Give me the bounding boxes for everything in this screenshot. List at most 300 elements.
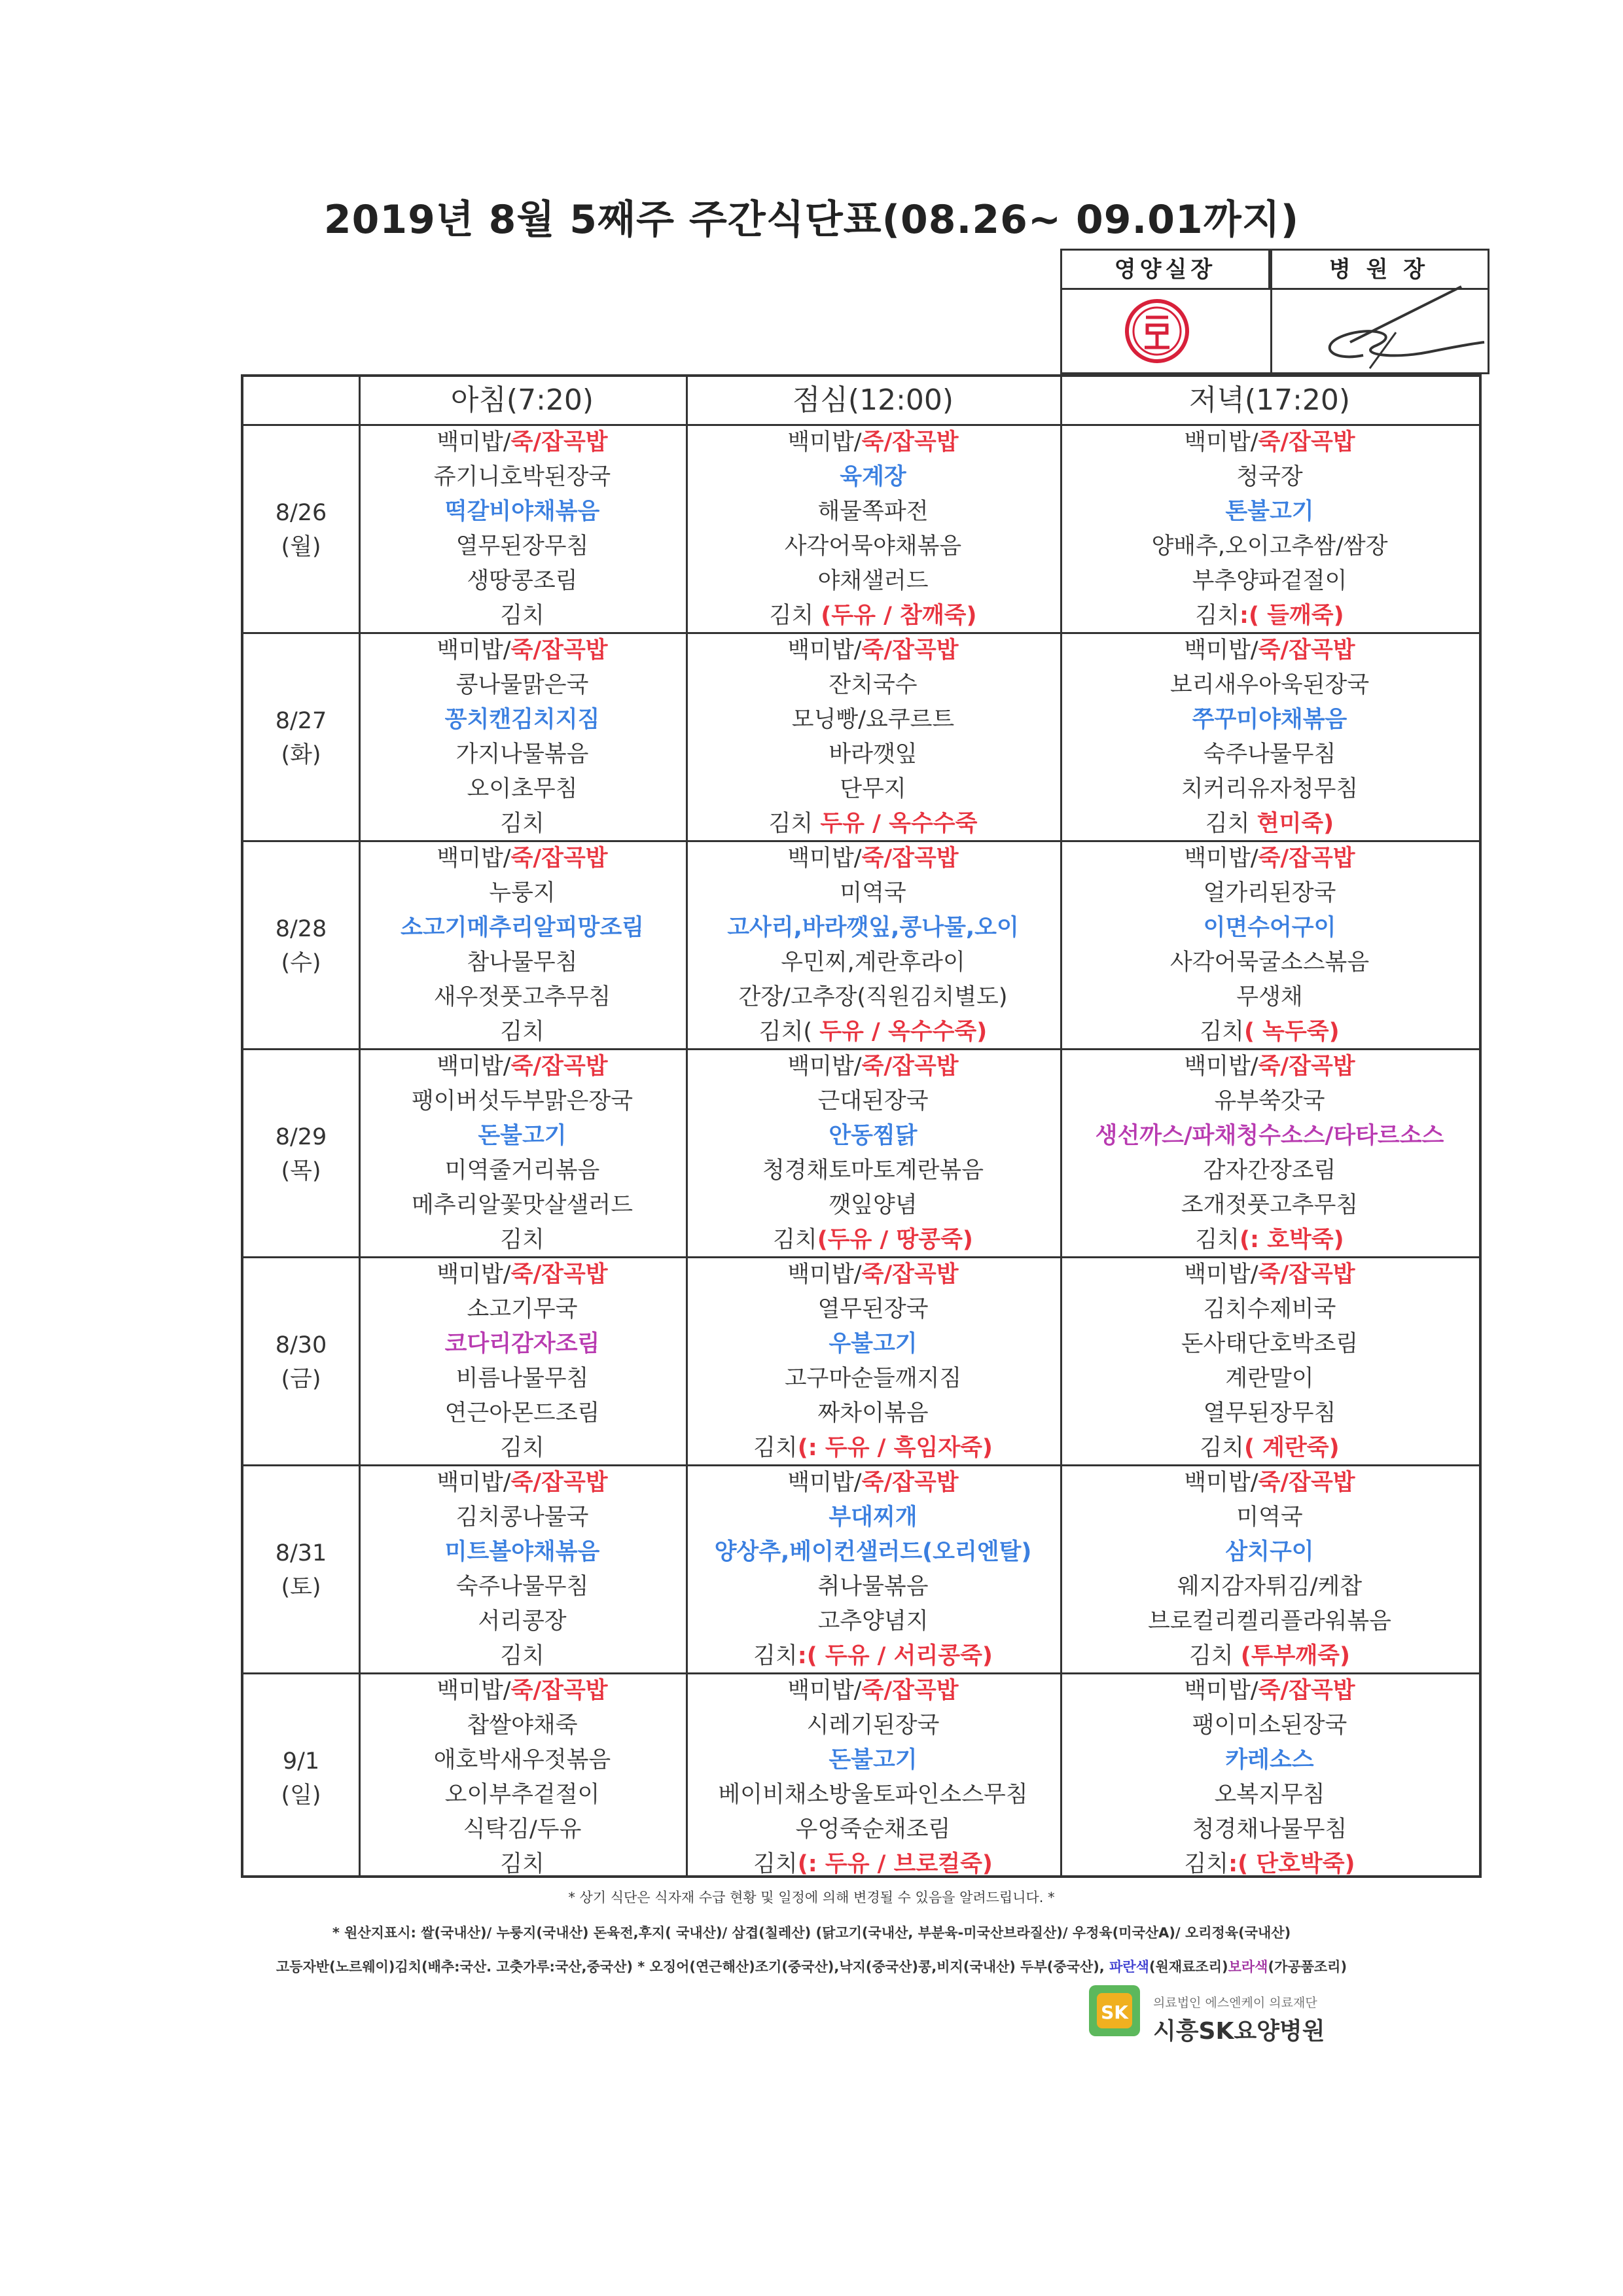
menu-item-text: 죽/잡곡밥 — [510, 1053, 608, 1080]
menu-item — [359, 911, 686, 945]
menu-item-text: 미역국 — [840, 880, 906, 906]
menu-item-text: 모닝빵/요쿠르트 — [791, 707, 955, 733]
day-date: 8/30 — [275, 1332, 327, 1358]
menu-item-text: ( 녹두죽) — [1244, 1019, 1340, 1045]
menu-item-text: 죽/잡곡밥 — [861, 1470, 959, 1496]
day-date: 8/29 — [275, 1124, 327, 1150]
menu-item-text: 김치 — [753, 1435, 798, 1461]
menu-item-text: 김치 — [500, 1851, 544, 1877]
menu-item — [686, 1500, 1060, 1535]
day-label — [243, 704, 359, 772]
menu-item-text: 김치 — [500, 1019, 544, 1045]
day-date: 8/28 — [275, 916, 327, 942]
menu-item — [359, 425, 686, 460]
page-title: 2019년 8월 5째주 주간식단표(08.26~ 09.01까지) — [323, 197, 1300, 243]
menu-item-text: 생선까스/파채청수소스/타타르소스 — [1095, 1123, 1444, 1149]
menu-item — [1060, 1639, 1479, 1674]
menu-item-text: 팽이버섯두부맑은장국 — [411, 1088, 633, 1114]
breakfast-menu-cell — [359, 1674, 686, 1882]
menu-item — [686, 1015, 1060, 1050]
day-label — [243, 912, 359, 980]
menu-item — [686, 1431, 1060, 1466]
menu-item — [359, 980, 686, 1015]
menu-item — [359, 1535, 686, 1570]
menu-item — [359, 1223, 686, 1258]
menu-item — [1060, 1847, 1479, 1882]
menu-item — [1060, 841, 1479, 876]
menu-item-text: 떡갈비야채볶음 — [444, 499, 600, 525]
menu-item — [359, 1327, 686, 1362]
menu-item-text: 유부쑥갓국 — [1214, 1088, 1325, 1114]
menu-item — [359, 737, 686, 772]
menu-item — [359, 633, 686, 668]
menu-item — [359, 841, 686, 876]
menu-item — [686, 1154, 1060, 1188]
logo-mark-text: SK — [1101, 2002, 1128, 2023]
menu-item — [359, 564, 686, 599]
menu-item-text: 김치 — [768, 811, 821, 837]
menu-item-text: 열무된장무침 — [455, 533, 589, 559]
seal-stamp-icon — [1121, 295, 1193, 367]
menu-item-text: 양배추,오이고추쌈/쌈장 — [1151, 533, 1388, 559]
menu-item-text: 식탁김/두유 — [463, 1816, 582, 1843]
menu-item-text: 돈불고기 — [478, 1123, 567, 1149]
menu-item-text: 두유 / 옥수수죽 — [820, 811, 978, 837]
menu-item — [359, 668, 686, 703]
menu-item-text: 열무된장국 — [817, 1296, 929, 1322]
menu-item-text: 백미밥/ — [787, 637, 862, 663]
menu-item-text: 죽/잡곡밥 — [861, 1262, 959, 1288]
menu-item — [1060, 633, 1479, 668]
menu-item-text: 백미밥/ — [1184, 1262, 1258, 1288]
menu-item — [1060, 1154, 1479, 1188]
menu-item-text: 조개젓풋고추무침 — [1181, 1192, 1359, 1218]
legend-blue-label: 파란색 — [1109, 1959, 1149, 1975]
menu-item — [1060, 1431, 1479, 1466]
menu-item-text: 청국장 — [1236, 464, 1303, 490]
menu-item — [359, 599, 686, 633]
menu-item-text: 백미밥/ — [1184, 637, 1258, 663]
menu-item-text: 열무된장무침 — [1203, 1400, 1336, 1426]
menu-item-text: 김치 — [1205, 811, 1257, 837]
menu-item-text: 김치 — [1200, 1435, 1244, 1461]
menu-item — [359, 1431, 686, 1466]
menu-item — [1060, 1778, 1479, 1812]
menu-item-text: 백미밥/ — [787, 429, 862, 455]
menu-item-text: 백미밥/ — [437, 1053, 511, 1080]
menu-item — [359, 529, 686, 564]
menu-item-text: 백미밥/ — [437, 845, 511, 872]
dinner-menu-cell — [1060, 1050, 1479, 1258]
menu-item-text: 죽/잡곡밥 — [861, 637, 959, 663]
menu-item-text: 죽/잡곡밥 — [510, 429, 608, 455]
breakfast-menu-cell — [359, 425, 686, 633]
menu-item — [359, 1778, 686, 1812]
menu-item-text: 백미밥/ — [787, 845, 862, 872]
menu-item-text: 서리콩장 — [478, 1608, 567, 1634]
legend-purple-desc: (가공품조리) — [1268, 1959, 1347, 1975]
menu-item — [1060, 1500, 1479, 1535]
menu-item — [1060, 1466, 1479, 1500]
menu-item — [1060, 945, 1479, 980]
hospital-name: 시흥SK요양병원 — [1153, 2018, 1325, 2045]
menu-item-text: 두유 / 옥수수죽) — [819, 1019, 988, 1045]
menu-item — [359, 1812, 686, 1847]
menu-item — [1060, 1084, 1479, 1119]
lunch-menu-cell — [686, 841, 1060, 1050]
menu-item — [359, 1362, 686, 1396]
menu-item — [686, 1778, 1060, 1812]
menu-item-text: 간장/고추장(직원김치별도) — [738, 984, 1008, 1010]
menu-item-text: 숙주나물무침 — [455, 1574, 589, 1600]
menu-item — [686, 841, 1060, 876]
menu-item — [1060, 1327, 1479, 1362]
menu-item-text: 죽/잡곡밥 — [1258, 1678, 1355, 1704]
menu-item — [1060, 1188, 1479, 1223]
day-label — [243, 496, 359, 564]
dinner-menu-cell — [1060, 1258, 1479, 1466]
menu-item — [359, 1466, 686, 1500]
menu-item — [359, 1154, 686, 1188]
menu-item — [1060, 1812, 1479, 1847]
menu-item-text: 죽/잡곡밥 — [510, 1262, 608, 1288]
menu-item-text: 청경채나물무침 — [1192, 1816, 1347, 1843]
menu-item-text: 김치 — [753, 1643, 798, 1669]
menu-item — [1060, 599, 1479, 633]
menu-item-text: 백미밥/ — [1184, 845, 1258, 872]
hospital-logo-icon — [1086, 1983, 1143, 2039]
menu-item-text: 죽/잡곡밥 — [510, 845, 608, 872]
menu-item-text: 팽이미소된장국 — [1192, 1712, 1347, 1739]
lunch-header: 점심(12:00) — [792, 383, 954, 417]
menu-item — [1060, 1292, 1479, 1327]
foundation-name: 의료법인 에스엔케이 의료재단 — [1153, 1996, 1317, 2010]
menu-item — [686, 1084, 1060, 1119]
menu-item — [1060, 1604, 1479, 1639]
breakfast-menu-cell — [359, 1258, 686, 1466]
menu-item — [686, 945, 1060, 980]
menu-item-text: 연근아몬드조림 — [444, 1400, 600, 1426]
menu-item — [1060, 911, 1479, 945]
menu-item-text: 보리새우아욱된장국 — [1169, 672, 1370, 698]
menu-item — [1060, 529, 1479, 564]
menu-item-text: (두유 / 참깨죽) — [821, 603, 977, 629]
menu-item-text: 백미밥/ — [437, 637, 511, 663]
menu-item-text: (: 두유 / 흑임자죽) — [797, 1435, 993, 1461]
menu-item — [686, 1570, 1060, 1604]
menu-item-text: 오이초무침 — [467, 776, 578, 802]
menu-item-text: 누룽지 — [489, 880, 556, 906]
menu-item-text: 새우젓풋고추무침 — [433, 984, 611, 1010]
origin-info-text: 고등자반(노르웨이)김치(배추:국산. 고춧가루:국산,중국산) * 오징어(연근해산)조기(중국산),낙지(중국산)콩,비지(국내산) 두부(중국산), — [276, 1959, 1110, 1975]
menu-item-text: 죽/잡곡밥 — [861, 1053, 959, 1080]
lunch-menu-cell — [686, 1258, 1060, 1466]
menu-item-text: 김치 — [1189, 1643, 1241, 1669]
menu-item — [686, 564, 1060, 599]
menu-item-text: 현미죽) — [1257, 811, 1334, 837]
menu-item — [686, 1535, 1060, 1570]
menu-item-text: 잔치국수 — [829, 672, 918, 698]
menu-item — [686, 1050, 1060, 1084]
menu-item-text: 소고기무국 — [467, 1296, 578, 1322]
day-weekday: (수) — [281, 950, 321, 976]
menu-item — [359, 495, 686, 529]
menu-item-text: 백미밥/ — [787, 1470, 862, 1496]
menu-item-text: 야채샐러드 — [817, 568, 929, 594]
menu-item-text: 생땅콩조림 — [467, 568, 578, 594]
dinner-menu-cell — [1060, 1466, 1479, 1674]
day-label — [243, 1536, 359, 1604]
signature-icon — [1291, 280, 1488, 372]
menu-item-text: 시레기된장국 — [806, 1712, 940, 1739]
menu-item-text: 이면수어구이 — [1203, 915, 1336, 941]
menu-item — [686, 703, 1060, 737]
menu-item — [359, 1570, 686, 1604]
menu-item-text: (: 두유 / 브로컬죽) — [797, 1851, 993, 1877]
day-label — [243, 1328, 359, 1396]
menu-item — [686, 1327, 1060, 1362]
menu-item-text: 웨지감자튀김/케찹 — [1177, 1574, 1363, 1600]
menu-item-text: (두유 / 땅콩죽) — [817, 1227, 973, 1253]
legend-blue-desc: (원재료조리) — [1149, 1959, 1228, 1975]
menu-item-text: 죽/잡곡밥 — [510, 1470, 608, 1496]
menu-change-note: * 상기 식단은 식자재 수급 현황 및 일정에 의해 변경될 수 있음을 알려드립니다. * — [568, 1890, 1055, 1905]
menu-item-text: 근대된장국 — [817, 1088, 929, 1114]
menu-item — [686, 1708, 1060, 1743]
menu-item — [1060, 1119, 1479, 1154]
menu-item-text: 무생채 — [1236, 984, 1303, 1010]
menu-item — [359, 1015, 686, 1050]
menu-item-text: 김치 — [773, 1227, 817, 1253]
origin-info-line2 — [0, 1956, 1623, 1976]
menu-item-text: 미역국 — [1236, 1504, 1303, 1530]
menu-item — [686, 980, 1060, 1015]
menu-item-text: 돈불고기 — [829, 1747, 918, 1773]
menu-item-text: 비름나물무침 — [455, 1366, 589, 1392]
menu-item-text: 단무지 — [840, 776, 906, 802]
menu-item — [1060, 737, 1479, 772]
menu-item — [686, 1362, 1060, 1396]
menu-item-text: ( 계란죽) — [1244, 1435, 1340, 1461]
menu-item-text: 죽/잡곡밥 — [861, 1678, 959, 1704]
menu-item-text: 오복지무침 — [1214, 1782, 1325, 1808]
menu-item — [359, 1396, 686, 1431]
menu-item — [359, 1084, 686, 1119]
menu-item — [359, 1292, 686, 1327]
approval-box — [1060, 249, 1489, 374]
menu-item-text: :( 단호박죽) — [1228, 1851, 1355, 1877]
menu-item-text: 백미밥/ — [437, 1262, 511, 1288]
lunch-menu-cell — [686, 1674, 1060, 1882]
menu-item — [1060, 876, 1479, 911]
menu-item-text: 백미밥/ — [787, 1262, 862, 1288]
menu-item — [1060, 1535, 1479, 1570]
menu-item-text: 죽/잡곡밥 — [1258, 429, 1355, 455]
approval-divider — [1270, 251, 1272, 372]
menu-item — [686, 1604, 1060, 1639]
menu-item — [359, 807, 686, 841]
menu-item — [1060, 495, 1479, 529]
menu-item-text: 바라깻잎 — [829, 741, 918, 768]
menu-item — [359, 460, 686, 495]
menu-item-text: 죽/잡곡밥 — [510, 1678, 608, 1704]
menu-item-text: 죽/잡곡밥 — [1258, 1262, 1355, 1288]
menu-item-text: 브로컬리켈리플라워볶음 — [1148, 1608, 1391, 1634]
menu-item — [686, 737, 1060, 772]
menu-item-text: (투부깨죽) — [1240, 1643, 1350, 1669]
menu-item-text: 죽/잡곡밥 — [1258, 1053, 1355, 1080]
menu-item-text: 김치수제비국 — [1203, 1296, 1336, 1322]
lunch-menu-cell — [686, 633, 1060, 841]
menu-item — [686, 1674, 1060, 1708]
menu-item — [686, 668, 1060, 703]
menu-item-text: 백미밥/ — [437, 1678, 511, 1704]
menu-item-text: 해물쪽파전 — [817, 499, 929, 525]
menu-item-text: 죽/잡곡밥 — [861, 845, 959, 872]
menu-item-text: 김치 — [769, 603, 821, 629]
menu-item — [1060, 1743, 1479, 1778]
menu-item-text: 고추양념지 — [817, 1608, 929, 1634]
menu-item-text: 청경채토마토계란볶음 — [762, 1157, 984, 1184]
menu-item-text: 짜차이볶음 — [817, 1400, 929, 1426]
menu-item-text: 취나물볶음 — [817, 1574, 929, 1600]
menu-item — [686, 1396, 1060, 1431]
menu-item-text: 우엉죽순채조림 — [795, 1816, 951, 1843]
menu-item-text: 백미밥/ — [787, 1053, 862, 1080]
menu-item — [686, 1292, 1060, 1327]
menu-item — [359, 1674, 686, 1708]
menu-item — [359, 1050, 686, 1084]
menu-item — [686, 772, 1060, 807]
menu-item — [686, 1743, 1060, 1778]
weekly-menu-table — [241, 374, 1482, 1878]
menu-item-text: 백미밥/ — [437, 429, 511, 455]
menu-item-text: 감자간장조림 — [1203, 1157, 1336, 1184]
menu-item — [1060, 1708, 1479, 1743]
breakfast-menu-cell — [359, 841, 686, 1050]
menu-item-text: 죽/잡곡밥 — [510, 637, 608, 663]
dinner-menu-cell — [1060, 1674, 1479, 1882]
menu-item-text: 백미밥/ — [1184, 1470, 1258, 1496]
menu-item — [686, 1639, 1060, 1674]
menu-item — [686, 876, 1060, 911]
menu-item-text: :( 두유 / 서리콩죽) — [797, 1643, 993, 1669]
menu-item-text: 우민찌,계란후라이 — [781, 949, 965, 976]
menu-item-text: 돈사태단호박조림 — [1181, 1331, 1359, 1357]
menu-item-text: 고사리,바라깻잎,콩나물,오이 — [727, 915, 1019, 941]
menu-item-text: 베이비채소방울토파인소스무침 — [718, 1782, 1028, 1808]
menu-item-text: 얼가리된장국 — [1203, 880, 1336, 906]
menu-item — [686, 599, 1060, 633]
menu-item-text: 부추양파겉절이 — [1192, 568, 1347, 594]
menu-item — [1060, 980, 1479, 1015]
menu-item — [359, 1188, 686, 1223]
menu-item-text: 안동찜닭 — [829, 1123, 918, 1149]
lunch-menu-cell — [686, 1050, 1060, 1258]
day-weekday: (토) — [281, 1574, 321, 1600]
menu-item-text: 죽/잡곡밥 — [1258, 637, 1355, 663]
menu-item-text: 애호박새우젓볶음 — [433, 1747, 611, 1773]
menu-item-text: 김치 — [500, 1435, 544, 1461]
menu-item — [686, 495, 1060, 529]
menu-item — [686, 1466, 1060, 1500]
lunch-menu-cell — [686, 1466, 1060, 1674]
menu-item — [1060, 1396, 1479, 1431]
menu-item-text: 김치 — [1184, 1851, 1229, 1877]
menu-item — [359, 1258, 686, 1292]
director-header: 병 원 장 — [1270, 251, 1488, 290]
day-date: 8/31 — [275, 1540, 327, 1566]
menu-item-text: 부대찌개 — [829, 1504, 918, 1530]
menu-item-text: 백미밥/ — [787, 1678, 862, 1704]
menu-item-text: 백미밥/ — [1184, 1678, 1258, 1704]
menu-item — [686, 1847, 1060, 1882]
dinner-header: 저녁(17:20) — [1188, 383, 1351, 417]
menu-item — [686, 1812, 1060, 1847]
menu-item — [1060, 1674, 1479, 1708]
menu-item-text: (: 호박죽) — [1240, 1227, 1344, 1253]
day-weekday: (목) — [281, 1158, 321, 1184]
menu-item-text: 양상추,베이컨샐러드(오리엔탈) — [714, 1539, 1032, 1565]
menu-item-text: 백미밥/ — [1184, 429, 1258, 455]
menu-item — [1060, 1223, 1479, 1258]
menu-item — [1060, 807, 1479, 841]
lunch-menu-cell — [686, 425, 1060, 633]
origin-info-line1: * 원산지표시: 쌀(국내산)/ 누룽지(국내산) 돈육전,후지( 국내산)/ 삼겹(칠레산) (닭고기(국내산, 부분육-미국산브라질산)/ 우정육(미국산A)/ 오리정육(국내산) — [332, 1925, 1291, 1941]
menu-item-text: :( 들깨죽) — [1240, 603, 1344, 629]
menu-item — [686, 1119, 1060, 1154]
breakfast-menu-cell — [359, 1466, 686, 1674]
menu-item-text: 찹쌀야채죽 — [467, 1712, 578, 1739]
menu-item — [686, 911, 1060, 945]
menu-item-text: 김치 — [500, 811, 544, 837]
menu-item — [686, 460, 1060, 495]
menu-item-text: 죽/잡곡밥 — [1258, 845, 1355, 872]
dinner-menu-cell — [1060, 841, 1479, 1050]
menu-item-text: 김치( — [758, 1019, 820, 1045]
menu-item — [686, 529, 1060, 564]
menu-item — [359, 1119, 686, 1154]
menu-item — [1060, 1015, 1479, 1050]
dinner-menu-cell — [1060, 425, 1479, 633]
menu-item-text: 고구마순들깨지짐 — [784, 1366, 962, 1392]
menu-item-text: 사각어묵야채볶음 — [784, 533, 962, 559]
menu-item-text: 미역줄거리볶음 — [444, 1157, 600, 1184]
menu-item-text: 계란말이 — [1225, 1366, 1314, 1392]
menu-item-text: 미트볼야채볶음 — [444, 1539, 600, 1565]
day-weekday: (화) — [281, 742, 321, 768]
menu-item-text: 메추리알꽃맛살샐러드 — [411, 1192, 633, 1218]
menu-item — [1060, 460, 1479, 495]
menu-item — [1060, 1258, 1479, 1292]
menu-item — [1060, 564, 1479, 599]
menu-item — [1060, 1050, 1479, 1084]
day-date: 8/27 — [275, 708, 327, 734]
menu-item-text: 오이부추겉절이 — [444, 1782, 600, 1808]
menu-item — [359, 876, 686, 911]
nutrition-chief-header: 영양실장 — [1062, 251, 1270, 290]
menu-item-text: 김치 — [1195, 1227, 1240, 1253]
menu-item-text: 코다리감자조림 — [444, 1331, 600, 1357]
menu-item-text: 톤불고기 — [1225, 499, 1314, 525]
menu-item — [686, 1223, 1060, 1258]
menu-item-text: 참나물무침 — [467, 949, 578, 976]
menu-item-text: 육계장 — [840, 464, 906, 490]
menu-item — [359, 1500, 686, 1535]
menu-item-text: 쭈꾸미야채볶음 — [1192, 707, 1347, 733]
breakfast-menu-cell — [359, 633, 686, 841]
breakfast-header: 아침(7:20) — [450, 383, 594, 417]
